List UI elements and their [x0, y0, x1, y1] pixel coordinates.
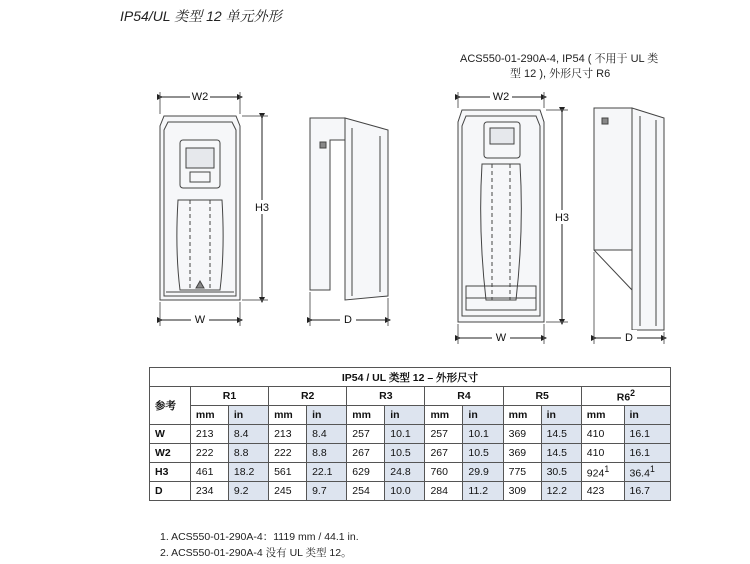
- cell-in: 24.8: [385, 463, 425, 482]
- unit-in: in: [463, 406, 503, 425]
- cell-in: 18.2: [228, 463, 268, 482]
- cell-mm: 213: [190, 425, 228, 444]
- unit-mm: mm: [347, 406, 385, 425]
- left-d-label: D: [344, 314, 352, 326]
- cell-mm: 234: [190, 482, 228, 501]
- unit-mm: mm: [581, 406, 624, 425]
- cell-in: 16.1: [624, 425, 671, 444]
- cell-in: 8.4: [228, 425, 268, 444]
- left-w-dimension: [160, 302, 240, 326]
- cell-value: 924: [586, 467, 605, 480]
- cell-in: 10.5: [463, 444, 503, 463]
- cell-mm: 254: [347, 482, 385, 501]
- row-label: D: [150, 482, 191, 501]
- footnote-1: 1. ACS550-01-290A-4：1119 mm / 44.1 in.: [160, 531, 359, 543]
- cell-mm: 257: [347, 425, 385, 444]
- cell-in: 22.1: [307, 463, 347, 482]
- cell-in: 10.0: [385, 482, 425, 501]
- cell-in: 8.8: [228, 444, 268, 463]
- cell-in: 8.8: [307, 444, 347, 463]
- cell-mm: 410: [581, 444, 624, 463]
- left-side-view: [310, 118, 388, 300]
- cell-mm: 284: [425, 482, 463, 501]
- cell-in: 11.2: [463, 482, 503, 501]
- frame-header: R1: [190, 387, 268, 406]
- cell-mm: 267: [347, 444, 385, 463]
- cell-mm: 309: [503, 482, 541, 501]
- right-w-dimension: [458, 324, 544, 344]
- right-h3-label: H3: [554, 212, 570, 224]
- cell-in: 10.1: [385, 425, 425, 444]
- left-w2-label: W2: [191, 91, 209, 103]
- cell-in: 14.5: [541, 444, 581, 463]
- frame-header: R5: [503, 387, 581, 406]
- cell-mm: 629: [347, 463, 385, 482]
- left-h3-dimension: [242, 116, 274, 300]
- cell-mm: 760: [425, 463, 463, 482]
- cell-in: 16.1: [624, 444, 671, 463]
- frame-header-r6: [581, 387, 670, 406]
- unit-in: in: [385, 406, 425, 425]
- table-row: [150, 444, 671, 463]
- right-side-view: [594, 108, 664, 330]
- cell-mm: 222: [190, 444, 228, 463]
- unit-mm: mm: [425, 406, 463, 425]
- cell-in: [624, 463, 671, 482]
- footnote-2: 2. ACS550-01-290A-4 没有 UL 类型 12。: [160, 547, 352, 559]
- unit-mm: mm: [269, 406, 307, 425]
- row-label: W: [150, 425, 191, 444]
- right-h3-dimension: [546, 110, 574, 322]
- cell-in: 30.5: [541, 463, 581, 482]
- cell-in: 16.7: [624, 482, 671, 501]
- unit-mm: mm: [190, 406, 228, 425]
- cell-in: 29.9: [463, 463, 503, 482]
- dimensions-table: [149, 367, 671, 501]
- cell-mm: 461: [190, 463, 228, 482]
- cell-in: 9.2: [228, 482, 268, 501]
- unit-in: in: [228, 406, 268, 425]
- frame-header: R4: [425, 387, 503, 406]
- cell-mm: 267: [425, 444, 463, 463]
- cell-in: 8.4: [307, 425, 347, 444]
- right-w2-dimension: [458, 89, 544, 108]
- cell-mm: 369: [503, 425, 541, 444]
- cell-mm: 561: [269, 463, 307, 482]
- page-title: IP54/UL 类型 12 单元外形: [120, 8, 282, 24]
- cell-mm: [581, 463, 624, 482]
- right-front-view: [458, 110, 544, 322]
- cell-in: 12.2: [541, 482, 581, 501]
- cell-in: 10.1: [463, 425, 503, 444]
- footnote-mark: 1: [604, 464, 610, 475]
- cell-mm: 775: [503, 463, 541, 482]
- footnote-mark: 1: [649, 464, 655, 475]
- left-w-label: W: [194, 314, 206, 326]
- cell-mm: 410: [581, 425, 624, 444]
- cell-in: 10.5: [385, 444, 425, 463]
- cell-mm: 369: [503, 444, 541, 463]
- table-title: IP54 / UL 类型 12 – 外形尺寸: [150, 368, 671, 387]
- unit-in: in: [624, 406, 671, 425]
- left-h3-label: H3: [254, 202, 270, 214]
- cell-in: 9.7: [307, 482, 347, 501]
- cell-mm: 257: [425, 425, 463, 444]
- right-w2-label: W2: [492, 91, 510, 103]
- unit-in: in: [307, 406, 347, 425]
- row-label: W2: [150, 444, 191, 463]
- cell-mm: 423: [581, 482, 624, 501]
- footnote-mark: 2: [630, 388, 636, 399]
- caption-line-1: ACS550-01-290A-4, IP54 ( 不用于 UL 类: [460, 53, 659, 65]
- left-front-view: [160, 116, 240, 300]
- cell-mm: 222: [269, 444, 307, 463]
- table-row: [150, 482, 671, 501]
- right-d-label: D: [625, 332, 633, 344]
- ref-header: 参考: [150, 387, 191, 425]
- right-w-label: W: [495, 332, 507, 344]
- table-row: [150, 425, 671, 444]
- unit-in: in: [541, 406, 581, 425]
- frame-r6-label: R6: [616, 391, 631, 404]
- footnotes: [160, 529, 359, 561]
- cell-value: 36.4: [629, 467, 650, 480]
- frame-header: R2: [269, 387, 347, 406]
- frame-header: R3: [347, 387, 425, 406]
- cell-mm: 245: [269, 482, 307, 501]
- caption-line-2: 型 12 ), 外形尺寸 R6: [510, 68, 611, 80]
- left-w2-dimension: [160, 89, 240, 114]
- row-label: H3: [150, 463, 191, 482]
- cell-in: 14.5: [541, 425, 581, 444]
- cell-mm: 213: [269, 425, 307, 444]
- table-row: [150, 463, 671, 482]
- unit-mm: mm: [503, 406, 541, 425]
